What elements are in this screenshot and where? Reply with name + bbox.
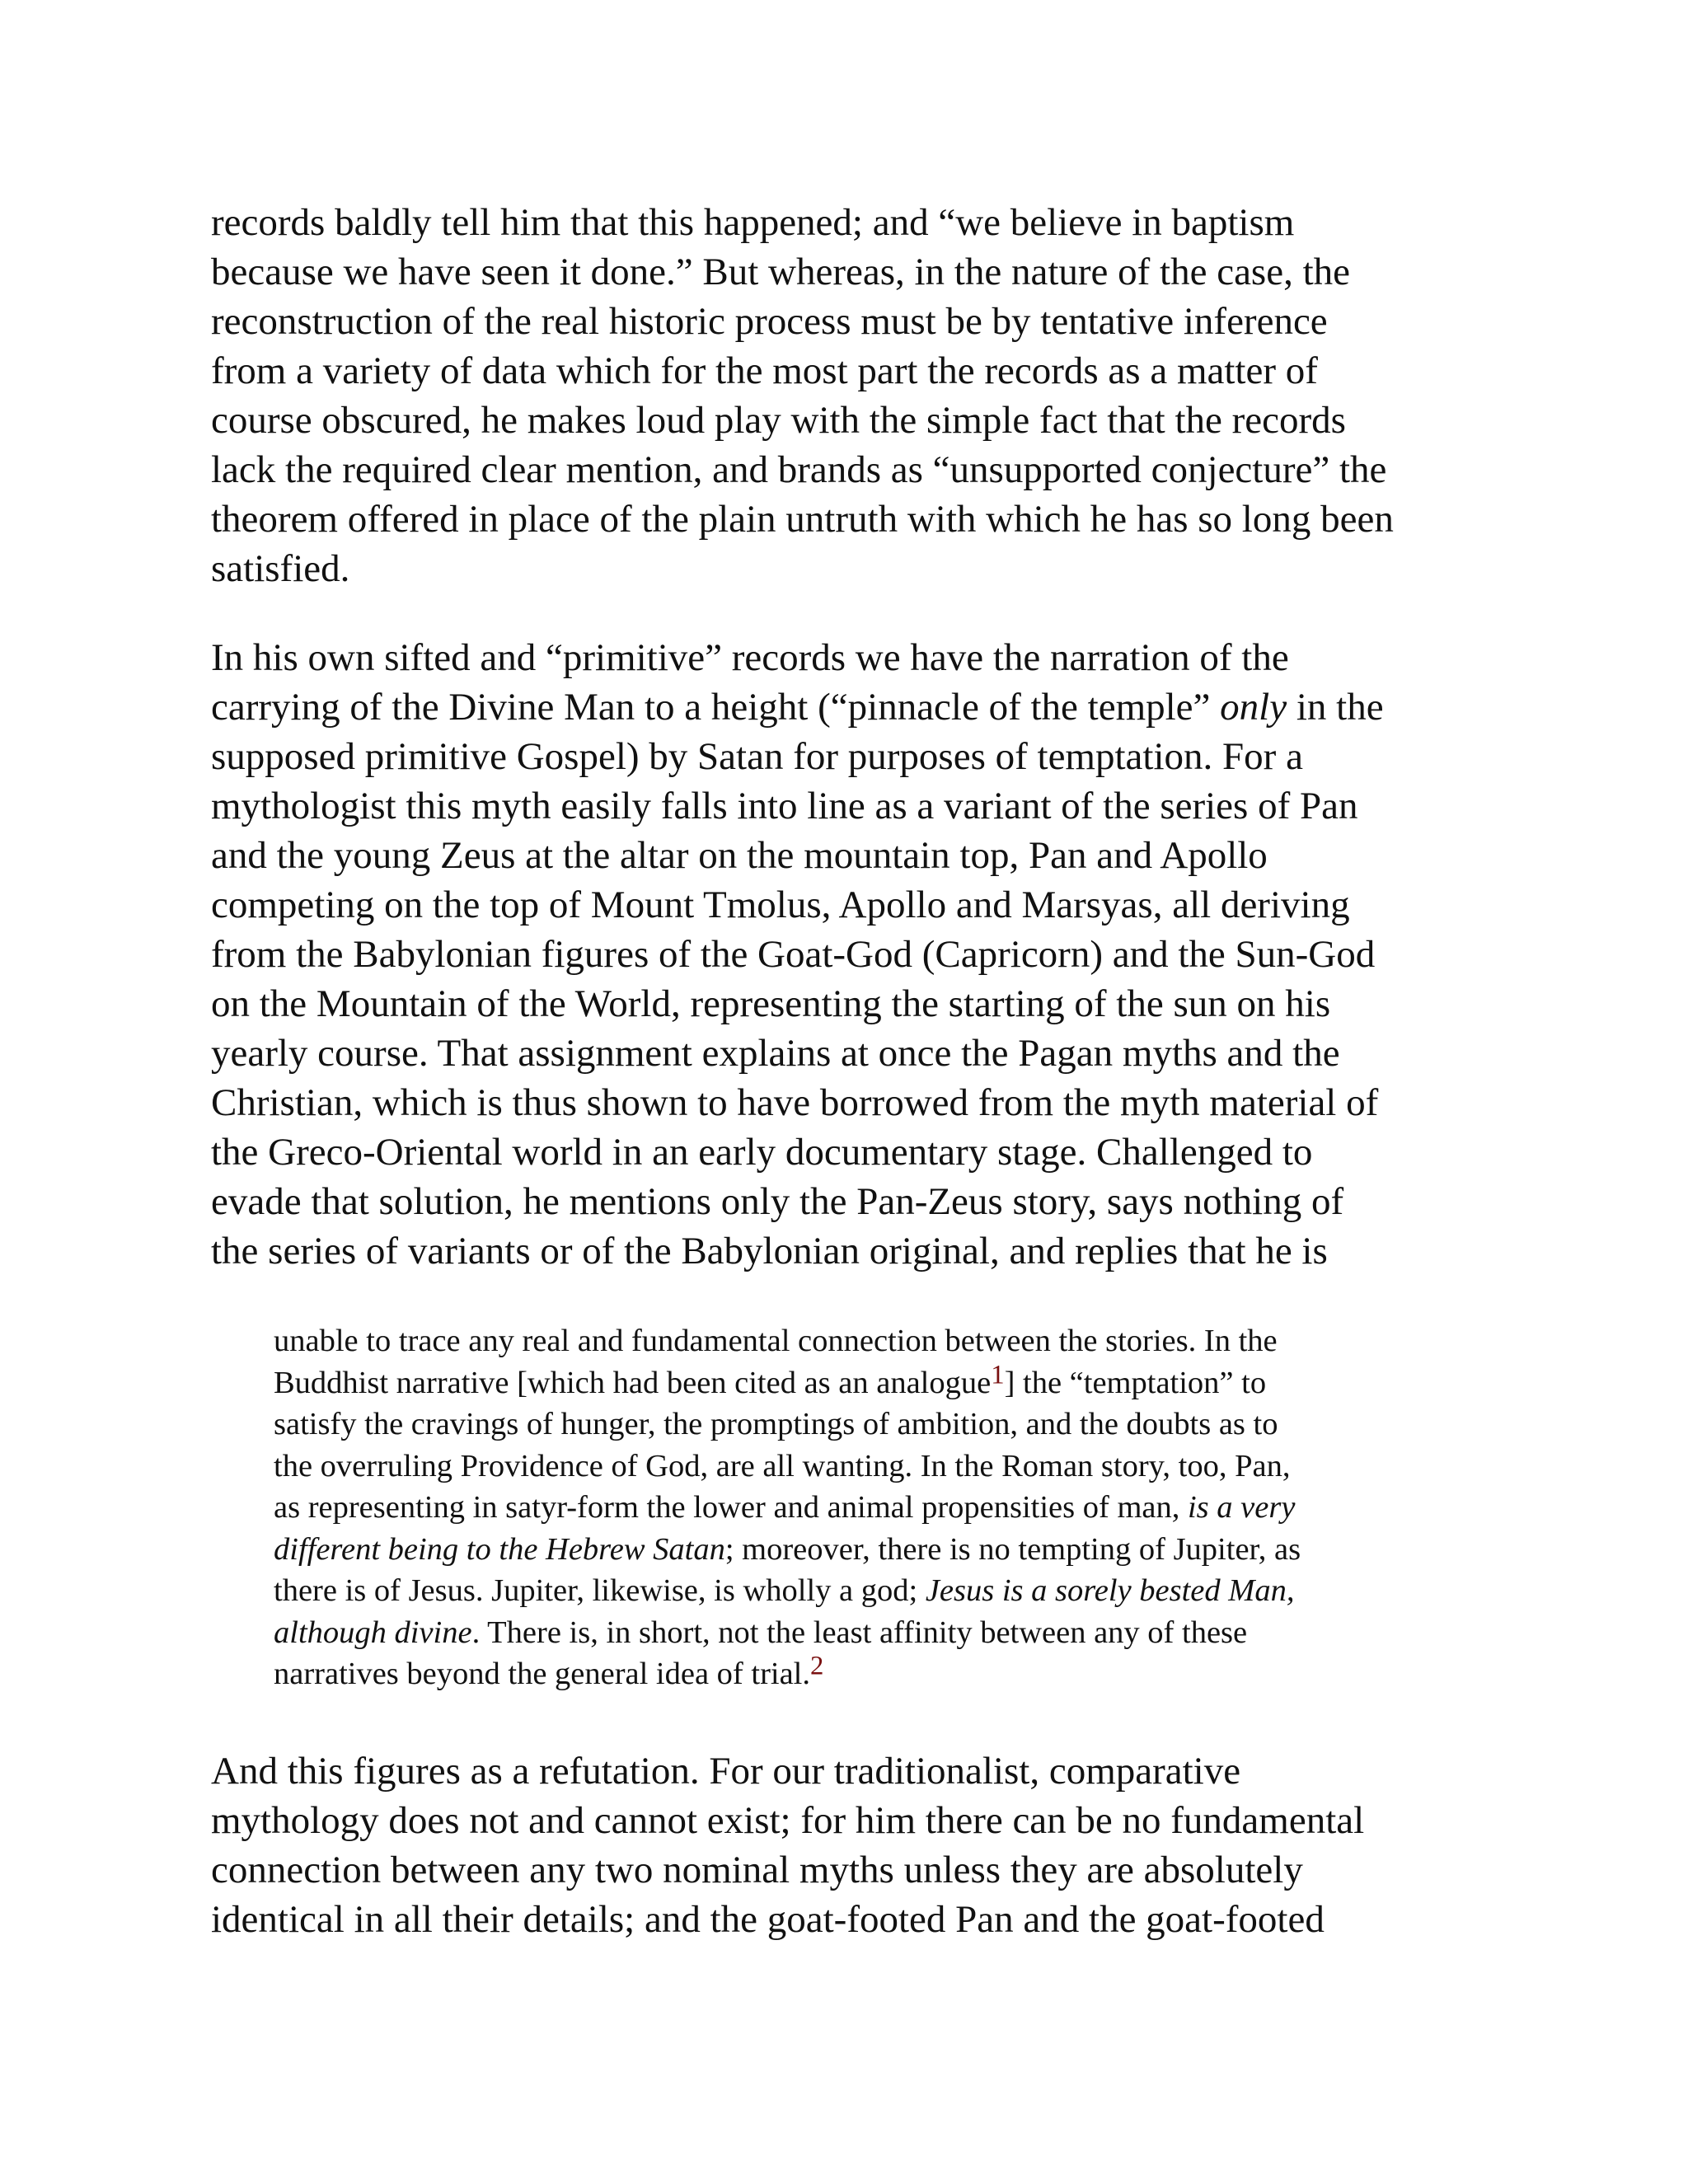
text-line: mythologist this myth easily falls into line as a variant of the series of Pan bbox=[211, 785, 1358, 827]
text-segment: carrying of the Divine Man to a height (“pinnacle of the temple” bbox=[211, 686, 1221, 729]
text-line: from the Babylonian figures of the Goat-God (Capricorn) and the Sun-God bbox=[211, 933, 1376, 976]
text-line: from a variety of data which for the most part the records as a matter of bbox=[211, 349, 1318, 392]
text-segment: ] the “temptation” to bbox=[1004, 1365, 1267, 1400]
text-line: identical in all their details; and the goat-footed Pan and the goat-footed bbox=[211, 1897, 1325, 1941]
quote-line: satisfy the cravings of hunger, the promptings of ambition, and the doubts as to bbox=[274, 1407, 1278, 1441]
quote-line bbox=[274, 1362, 1428, 1404]
paragraph-1 bbox=[211, 198, 1480, 593]
quote-line bbox=[274, 1570, 1428, 1612]
text-line: competing on the top of Mount Tmolus, Apollo and Marsyas, all deriving bbox=[211, 883, 1350, 926]
quote-line bbox=[274, 1612, 1428, 1654]
quote-line bbox=[274, 1653, 1428, 1695]
text-line: the Greco-Oriental world in an early documentary stage. Challenged to bbox=[211, 1131, 1313, 1174]
emphasis-text: different being to the Hebrew Satan bbox=[274, 1531, 725, 1567]
text-line: satisfied. bbox=[211, 547, 350, 590]
emphasis-text: is a very bbox=[1187, 1490, 1296, 1525]
text-segment: . There is, in short, not the least affinity between any of these bbox=[471, 1615, 1248, 1650]
text-line: course obscured, he makes loud play with the simple fact that the records bbox=[211, 399, 1346, 442]
text-line: reconstruction of the real historic process must be by tentative inference bbox=[211, 300, 1328, 343]
text-line: the series of variants or of the Babylonian original, and replies that he is bbox=[211, 1230, 1328, 1272]
block-quote bbox=[274, 1320, 1428, 1695]
text-line: supposed primitive Gospel) by Satan for purposes of temptation. For a bbox=[211, 735, 1303, 778]
text-line: connection between any two nominal myths unless they are absolutely bbox=[211, 1848, 1303, 1891]
text-segment: narratives beyond the general idea of trial. bbox=[274, 1657, 811, 1691]
paragraph-3 bbox=[211, 1746, 1480, 1944]
text-line: And this figures as a refutation. For our traditionalist, comparative bbox=[211, 1749, 1241, 1793]
text-line: Christian, which is thus shown to have borrowed from the myth material of bbox=[211, 1081, 1379, 1124]
text-line: evade that solution, he mentions only the Pan-Zeus story, says nothing of bbox=[211, 1180, 1344, 1223]
quote-line: the overruling Providence of God, are all wanting. In the Roman story, too, Pan, bbox=[274, 1448, 1291, 1483]
page-content bbox=[211, 198, 1480, 1944]
text-segment: there is of Jesus. Jupiter, likewise, is wholly a god; bbox=[274, 1573, 926, 1608]
text-line: theorem offered in place of the plain untruth with which he has so long been bbox=[211, 498, 1394, 541]
text-line: In his own sifted and “primitive” records we have the narration of the bbox=[211, 636, 1289, 679]
text-line: yearly course. That assignment explains at once the Pagan myths and the bbox=[211, 1032, 1340, 1075]
text-segment: ; moreover, there is no tempting of Jupiter, as bbox=[724, 1531, 1301, 1567]
paragraph-2 bbox=[211, 633, 1480, 1276]
text-line: mythology does not and cannot exist; for him there can be no fundamental bbox=[211, 1798, 1365, 1842]
text-line: on the Mountain of the World, representing the starting of the sun on his bbox=[211, 982, 1331, 1025]
text-line: and the young Zeus at the altar on the mountain top, Pan and Apollo bbox=[211, 834, 1268, 877]
text-line bbox=[211, 682, 1480, 732]
text-line: lack the required clear mention, and brands as “unsupported conjecture” the bbox=[211, 448, 1387, 491]
quote-line bbox=[274, 1487, 1428, 1529]
emphasis-text: Jesus is a sorely bested Man, bbox=[925, 1573, 1295, 1608]
text-segment: in the bbox=[1287, 686, 1384, 729]
text-segment: Buddhist narrative [which had been cited as an analogue bbox=[274, 1365, 992, 1400]
text-line: because we have seen it done.” But whereas, in the nature of the case, the bbox=[211, 251, 1351, 293]
footnote-link-2[interactable]: 2 bbox=[810, 1651, 824, 1681]
text-segment: as representing in satyr-form the lower and animal propensities of man, bbox=[274, 1490, 1188, 1525]
quote-line: unable to trace any real and fundamental connection between the stories. In the bbox=[274, 1324, 1278, 1358]
emphasis-text: although divine bbox=[274, 1615, 472, 1650]
emphasis-text: only bbox=[1220, 686, 1287, 729]
footnote-link-1[interactable]: 1 bbox=[991, 1360, 1005, 1390]
text-line: records baldly tell him that this happened; and “we believe in baptism bbox=[211, 201, 1295, 244]
quote-line bbox=[274, 1529, 1428, 1571]
